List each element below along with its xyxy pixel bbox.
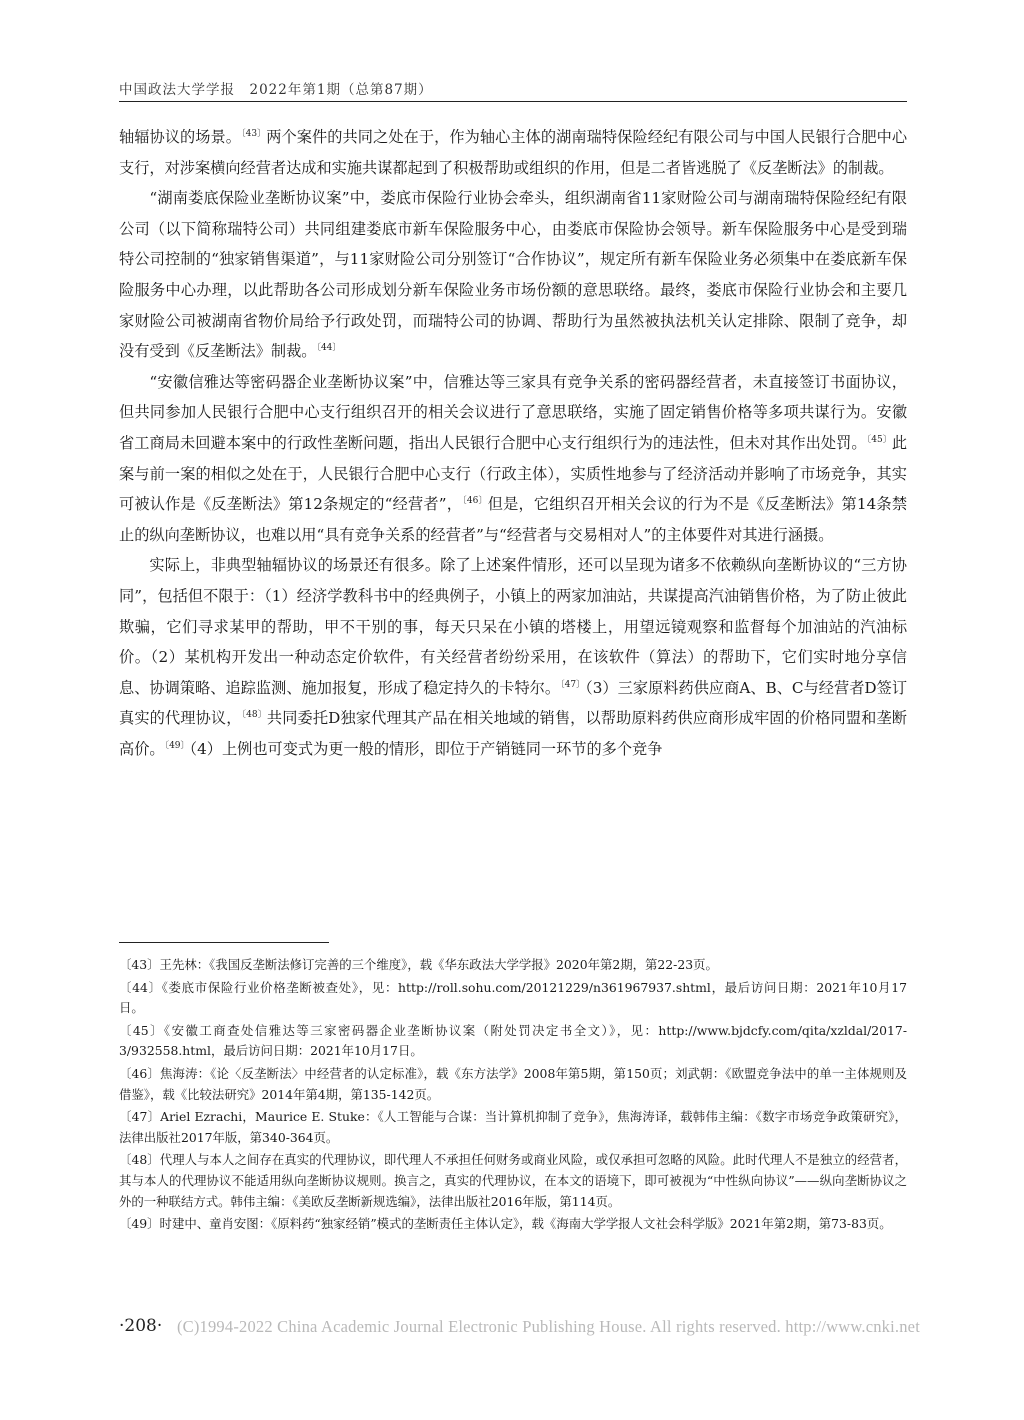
footnote-ref: 〔48〕 [241, 710, 267, 721]
body-paragraph [119, 550, 907, 764]
footnote: 〔43〕王先林：《我国反垄断法修订完善的三个维度》，载《华东政法大学学报》2020年第2期，第22-23页。 [119, 957, 718, 972]
copyright-notice: (C)1994-2022 China Academic Journal Electronic Publishing House. All rights reserved. http://www.cnki.net [176, 1317, 920, 1336]
paragraph-text: “安徽信雅达等密码器企业垄断协议案”中，信雅达等三家具有竞争关系的密码器经营者，未直接签订书面协议，但共同参加人民银行合肥中心支行组织召开的相关会议进行了意思联络，实施了固定销售价格等多项共谋行为。安徽省工商局未回避本案中的行政性垄断问题，指出人民银行合肥中心支行组织行为的违法性，但未对其作出处罚。 [119, 372, 907, 452]
footnote: 〔46〕焦海涛：《论〈反垄断法〉中经营者的认定标准》，载《东方法学》2008年第5期，第150页；刘武朝：《欧盟竞争法中的单一主体规则及借鉴》，载《比较法研究》2014年第4期，第135-142页。 [119, 1065, 907, 1102]
paragraph-text: （3）三家原料药供应商A、B、C与经营者D签订真实的代理协议， [119, 678, 908, 728]
paragraph-text: “湖南娄底保险业垄断协议案”中，娄底市保险行业协会牵头，组织湖南省11家财险公司与湖南瑞特保险经纪有限公司（以下简称瑞特公司）共同组建娄底市新车保险服务中心，由娄底市保险协会领导。新车保险服务中心是受到瑞特公司控制的“独家销售渠道”，与11家财险公司分别签订“合作协议”，规定所有新车保险业务必须集中在娄底新车保险服务中心办理，以此帮助各公司形成划分新车保险业务市场份额的意思联络。最终，娄底市保险行业协会和主要几家财险公司被湖南省物价局给予行政处罚，而瑞特公司的协调、帮助行为虽然被执法机关认定排除、限制了竞争，却没有受到《反垄断法》制裁。 [119, 189, 907, 361]
paragraph-text: 两个案件的共同之处在于，作为轴心主体的湖南瑞特保险经纪有限公司与中国人民银行合肥中心支行，对涉案横向经营者达成和实施共谋都起到了积极帮助或组织的作用，但是二者皆逃脱了《反垄断法》的制裁。 [119, 128, 908, 177]
footnote-ref: 〔43〕 [241, 128, 267, 139]
header-rule [119, 101, 907, 102]
footnote: 〔47〕Ariel Ezrachi，Maurice E. Stuke：《人工智能与合谋：当计算机抑制了竞争》，焦海涛译，载韩伟主编：《数字市场竞争政策研究》，法律出版社2017年版，第340-364页。 [119, 1109, 907, 1145]
paragraph-text: 但是，它组织召开相关会议的行为不是《反垄断法》第14条禁止的纵向垄断协议，也难以用“具有竞争关系的经营者”与“经营者与交易相对人”的主体要件对其进行涵摄。 [119, 495, 908, 544]
footnote-ref: 〔45〕 [866, 434, 892, 445]
footnote-ref: 〔44〕 [316, 343, 342, 354]
footnotes [119, 955, 907, 1237]
paragraph-text: 此案与前一案的相似之处在于，人民银行合肥中心支行（行政主体），实质性地参与了经济活动并影响了市场竞争，其实可被认作是《反垄断法》第12条规定的“经营者”， [119, 433, 908, 514]
footnote-ref: 〔46〕 [462, 496, 488, 507]
body-paragraph [119, 367, 907, 551]
footnote-ref: 〔47〕 [560, 679, 586, 690]
running-header: 中国政法大学学报 2022年第1期（总第87期） [119, 82, 433, 98]
footnote: 〔44〕《娄底市保险行业价格垄断被查处》，见：http://roll.sohu.com/20121229/n361967937.shtml，最后访问日期：2021年10月17日。 [119, 979, 907, 1016]
body-paragraph [119, 183, 907, 367]
footnote-rule [119, 942, 329, 943]
paragraph-text: （4）上例也可变式为更一般的情形，即位于产销链同一环节的多个竞争 [189, 739, 663, 758]
paragraph-text: 实际上，非典型轴辐协议的场景还有很多。除了上述案件情形，还可以呈现为诸多不依赖纵向垄断协议的“三方协同”，包括但不限于：（1）经济学教科书中的经典例子，小镇上的两家加油站，共谋提高汽油销售价格，为了防止彼此欺骗，它们寻求某甲的帮助，甲不干别的事，每天只呆在小镇的塔楼上，用望远镜观察和监督每个加油站的汽油标价。（2）某机构开发出一种动态定价软件，有关经营者纷纷采用，在该软件（算法）的帮助下，它们实时地分享信息、协调策略、追踪监测、施加报复，形成了稳定持久的卡特尔。 [119, 556, 907, 697]
body-paragraph [119, 122, 907, 183]
page-footer [0, 1316, 1024, 1340]
footnote: 〔48〕代理人与本人之间存在真实的代理协议，即代理人不承担任何财务或商业风险，或仅承担可忽略的风险。此时代理人不是独立的经营者，其与本人的代理协议不能适用纵向垄断协议规则。换言之，真实的代理协议，在本文的语境下，即可被视为“中性纵向协议”——纵向垄断协议之外的一种联结方式。韩伟主编：《美欧反垄断新规选编》，法律出版社2016年版，第114页。 [119, 1152, 907, 1209]
paragraph-text: 轴辐协议的场景。 [119, 128, 242, 146]
footnote: 〔49〕时建中、童肖安图：《原料药“独家经销”模式的垄断责任主体认定》，载《海南大学学报人文社会科学版》2021年第2期，第73-83页。 [119, 1216, 892, 1232]
footnote-ref: 〔49〕 [164, 740, 190, 751]
body-text [119, 122, 907, 764]
paragraph-text: 共同委托D独家代理其产品在相关地域的销售，以帮助原料药供应商形成牢固的价格同盟和垄断高价。 [119, 709, 907, 758]
footnote: 〔45〕《安徽工商查处信雅达等三家密码器企业垄断协议案（附处罚决定书全文）》，见：http://www.bjdcfy.com/qita/xzldal/2017-3/932558.html，最后访问日期：2021年10月17日。 [119, 1022, 907, 1059]
page-number: ·208· [119, 1316, 163, 1336]
